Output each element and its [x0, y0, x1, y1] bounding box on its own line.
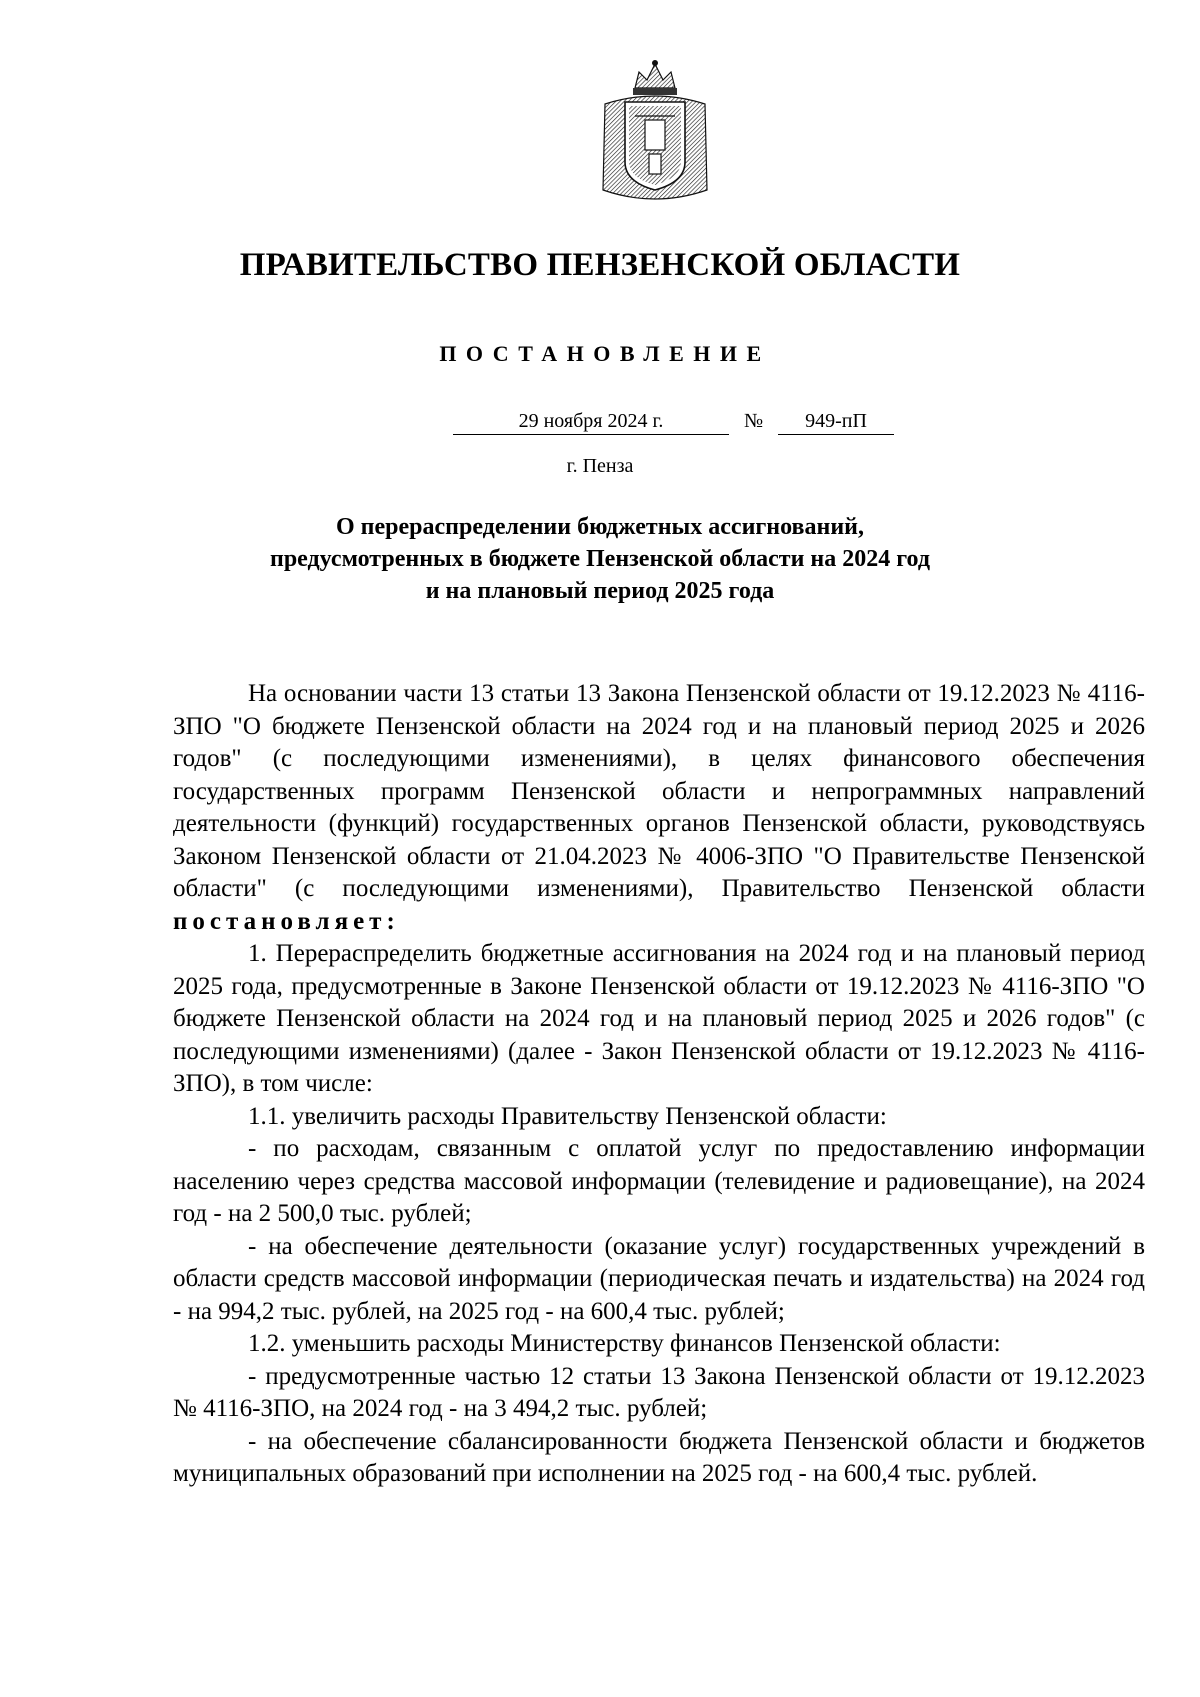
subject-line: предусмотренных в бюджете Пензенской области на 2024 год	[270, 546, 930, 572]
document-body	[173, 678, 1145, 1491]
subject-line: О перераспределении бюджетных ассигнований,	[336, 514, 864, 540]
paragraph-text: На основании части 13 статьи 13 Закона Пензенской области от 19.12.2023 № 4116-ЗПО "О бюджете Пензенской области на 2024 год и на плановый период 2025 и 2026 годов" (с последующими изменениями), в целях финансового обеспечения государственных программ Пензенской области и непрограммных направлений деятельности (функций) государственных органов Пензенской области, руководствуясь Законом Пензенской области от 21.04.2023 № 4006-ЗПО "О Правительстве Пензенской области" (с последующими изменениями), Правительство Пензенской области	[173, 680, 1145, 902]
subject-line: и на плановый период 2025 года	[425, 578, 775, 604]
body-paragraph	[173, 678, 1145, 938]
document-date: 29 ноября 2024 г.	[453, 410, 729, 435]
document-city: г. Пенза	[566, 455, 634, 477]
body-paragraph: - на обеспечение деятельности (оказание услуг) государственных учреждений в области средств массовой информации (периодическая печать и издательства) на 2024 год - на 994,2 тыс. рублей, на 2025 год - на 600,4 тыс. рублей;	[173, 1232, 1145, 1325]
body-paragraph: - на обеспечение сбалансированности бюджета Пензенской области и бюджетов муниципальных образований при исполнении на 2025 год - на 600,4 тыс. рублей.	[173, 1427, 1145, 1487]
body-paragraph: - по расходам, связанным с оплатой услуг по предоставлению информации населению через средства массовой информации (телевидение и радиовещание), на 2024 год - на 2 500,0 тыс. рублей;	[173, 1135, 1145, 1227]
body-paragraph: 1. Перераспределить бюджетные ассигнования на 2024 год и на плановый период 2025 года, предусмотренные в Законе Пензенской области от 19.12.2023 № 4116-ЗПО "О бюджете Пензенской области на 2024 год и на плановый период 2025 и 2026 годов" (с последующими изменениями) (далее - Закон Пензенской области от 19.12.2023 № 4116-ЗПО), в том числе:	[173, 940, 1145, 1097]
body-paragraph: - предусмотренные частью 12 статьи 13 Закона Пензенской области от 19.12.2023 № 4116-ЗПО, на 2024 год - на 3 494,2 тыс. рублей;	[173, 1362, 1145, 1422]
document-type: ПОСТАНОВЛЕНИЕ	[439, 341, 771, 366]
document-number: 949-пП	[778, 410, 894, 435]
government-title: ПРАВИТЕЛЬСТВО ПЕНЗЕНСКОЙ ОБЛАСТИ	[239, 247, 961, 283]
coat-of-arms-emblem	[595, 58, 715, 206]
body-paragraph: 1.2. уменьшить расходы Министерству финансов Пензенской области:	[248, 1330, 1001, 1357]
document-subject	[220, 511, 980, 607]
number-sign: №	[744, 410, 764, 432]
body-paragraph: 1.1. увеличить расходы Правительству Пензенской области:	[248, 1102, 887, 1130]
decree-word: постановляет:	[173, 907, 400, 935]
